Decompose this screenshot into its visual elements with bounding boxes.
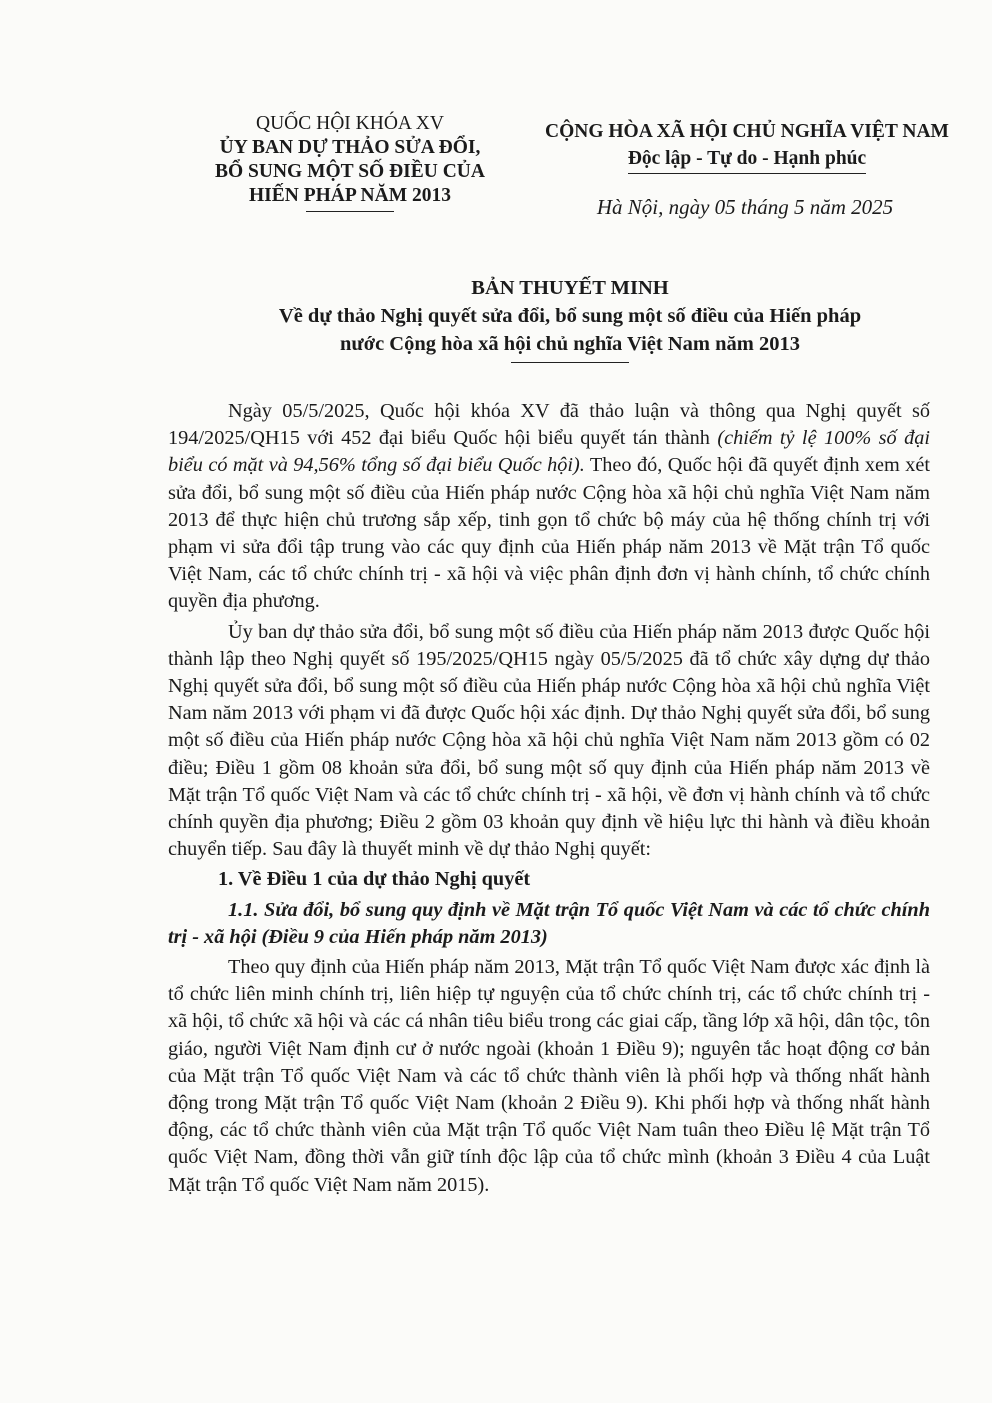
paragraph-1-text-b: Theo đó, Quốc hội đã quyết định xem xét sửa đổi, bổ sung một số điều của Hiến pháp nước Cộng hòa xã hội chủ nghĩa Việt Nam năm 2013 để thực hiện chủ trương sắp xếp, tinh gọn tổ chức bộ máy của hệ thống chính trị với phạm vi sửa đổi tập trung vào các quy định của Hiến pháp năm 2013 về Mặt trận Tổ quốc Việt Nam, các tổ chức chính trị - xã hội và việc phân định đơn vị hành chính, tổ chức chính quyền địa phương.: [168, 454, 931, 613]
title-divider: [511, 362, 629, 363]
section-heading-1: 1. Về Điều 1 của dự thảo Nghị quyết: [218, 868, 531, 891]
document-subtitle-line-2: nước Cộng hòa xã hội chủ nghĩa Việt Nam năm 2013: [340, 333, 800, 355]
document-subtitle-line-1: Về dự thảo Nghị quyết sửa đổi, bổ sung một số điều của Hiến pháp: [278, 305, 862, 327]
paragraph-1: [168, 398, 930, 616]
document-body: [168, 398, 930, 1202]
authority-line-1: QUỐC HỘI KHÓA XV: [256, 113, 444, 134]
country-name: CỘNG HÒA XÃ HỘI CHỦ NGHĨA VIỆT NAM: [545, 121, 949, 142]
paragraph-3: Theo quy định của Hiến pháp năm 2013, Mặt trận Tổ quốc Việt Nam được xác định là tổ chức liên minh chính trị, liên hiệp tự nguyện của tổ chức chính trị, các tổ chức chính trị - xã hội, tổ chức xã hội và các cá nhân tiêu biểu trong các giai cấp, tầng lớp xã hội, dân tộc, tôn giáo, người Việt Nam định cư ở nước ngoài (khoản 1 Điều 9); nguyên tắc hoạt động cơ bản của Mặt trận Tổ quốc Việt Nam và các tổ chức thành viên là phối hợp và thống nhất hành động trong Mặt trận Tổ quốc Việt Nam (khoản 2 Điều 9). Khi phối hợp và thống nhất hành động, các tổ chức thành viên của Mặt trận Tổ quốc Việt Nam tuân theo Điều lệ Mặt trận Tổ quốc Việt Nam, đồng thời vẫn giữ tính độc lập của tổ chức mình (khoản 3 Điều 4 của Luật Mặt trận Tổ quốc Việt Nam năm 2015).: [168, 956, 930, 1196]
authority-line-4: HIẾN PHÁP NĂM 2013: [248, 185, 452, 206]
subsection-heading-1-1: 1.1. Sửa đổi, bổ sung quy định về Mặt trận Tổ quốc Việt Nam và các tổ chức chính trị - xã hội (Điều 9 của Hiến pháp năm 2013): [168, 898, 930, 948]
paragraph-1-italic: (chiếm tỷ lệ 100% số đại biểu có mặt và 94,56% tổng số đại biểu Quốc hội).: [168, 427, 930, 477]
paragraph-2: Ủy ban dự thảo sửa đổi, bổ sung một số điều của Hiến pháp năm 2013 được Quốc hội thành lập theo Nghị quyết số 195/2025/QH15 ngày 05/5/2025 đã tổ chức xây dựng dự thảo Nghị quyết sửa đổi, bổ sung một số điều của Hiến pháp nước Cộng hòa xã hội chủ nghĩa Việt Nam năm 2013 với phạm vi đã được Quốc hội xác định. Dự thảo Nghị quyết sửa đổi, bổ sung một số điều của Hiến pháp nước Cộng hòa xã hội chủ nghĩa Việt Nam năm 2013 gồm có 02 điều; Điều 1 gồm 08 khoản sửa đổi, bổ sung một số quy định của Hiến pháp năm 2013 về Mặt trận Tổ quốc Việt Nam và các tổ chức chính trị - xã hội, về đơn vị hành chính và tổ chức chính quyền địa phương; Điều 2 gồm 03 khoản quy định về hiệu lực thi hành và điều khoản chuyển tiếp. Sau đây là thuyết minh về dự thảo Nghị quyết:: [168, 620, 930, 861]
issue-date: Hà Nội, ngày 05 tháng 5 năm 2025: [596, 195, 894, 219]
national-title: [530, 118, 964, 174]
issuing-authority: [200, 112, 500, 212]
document-title: BẢN THUYẾT MINH: [471, 277, 669, 299]
paragraph-1-text-a: Ngày 05/5/2025, Quốc hội khóa XV đã thảo luận và thông qua Nghị quyết số 194/2025/QH15 với 452 đại biểu Quốc hội biểu quyết tán thành: [168, 400, 930, 450]
national-motto: Độc lập - Tự do - Hạnh phúc: [628, 145, 866, 174]
document-title-block: [150, 274, 990, 363]
authority-divider: [306, 211, 394, 212]
authority-line-3: BỔ SUNG MỘT SỐ ĐIỀU CỦA: [215, 161, 485, 182]
authority-line-2: ỦY BAN DỰ THẢO SỬA ĐỔI,: [219, 137, 481, 158]
